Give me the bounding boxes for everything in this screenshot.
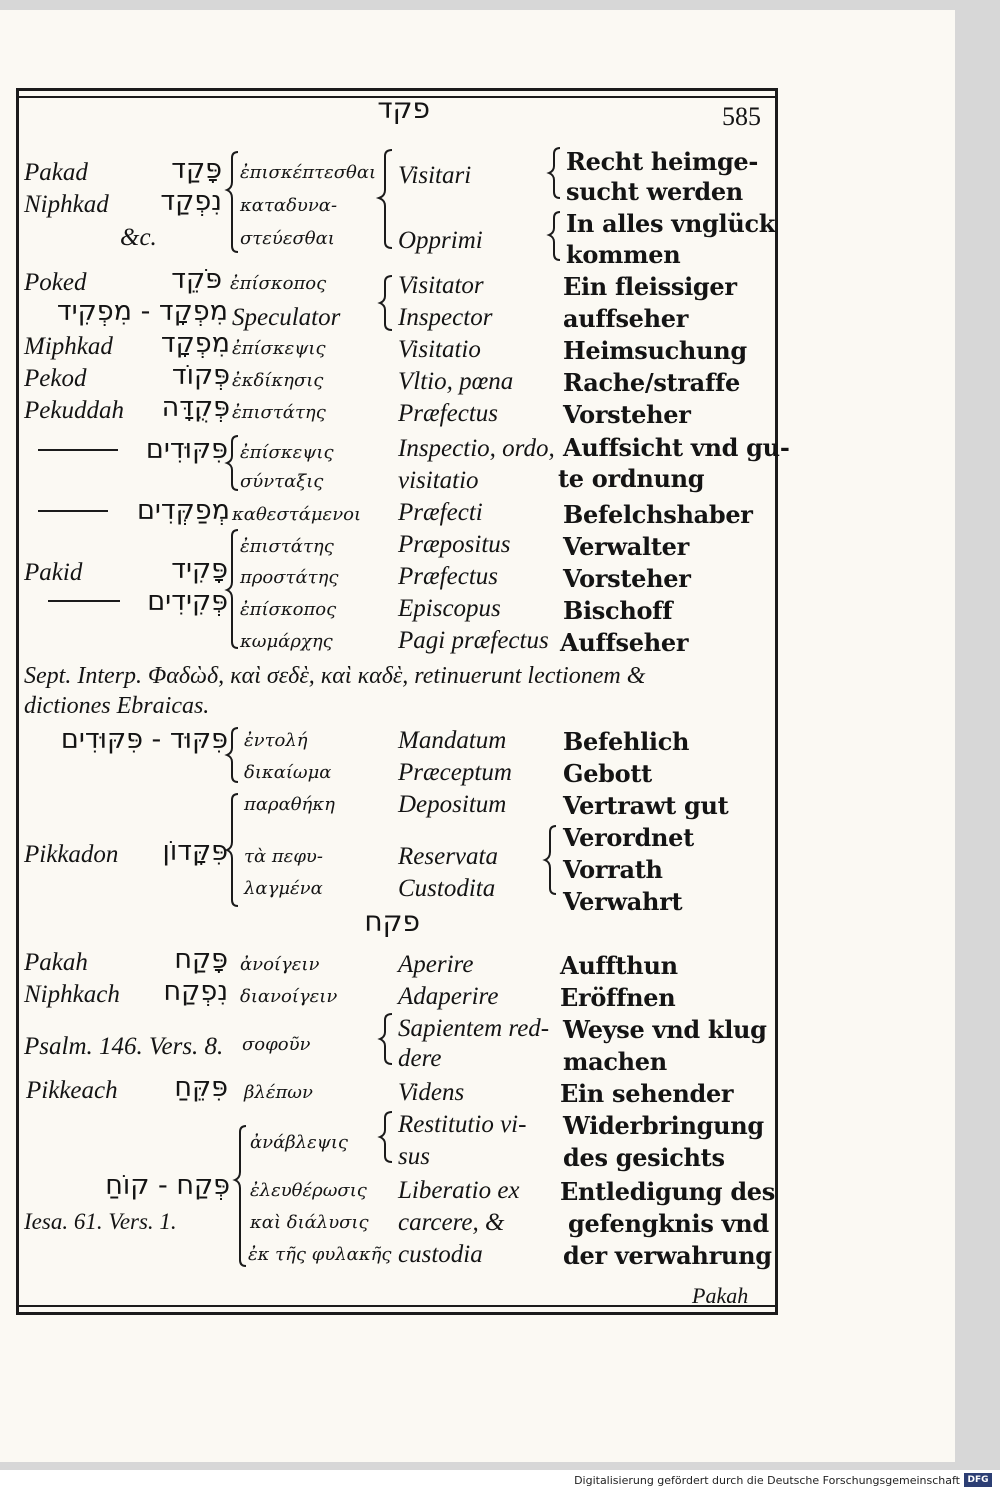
s3-row6-german: des gesichts: [563, 1143, 725, 1172]
row9-german: Vorsteher: [563, 400, 691, 429]
row8-latin: Pekod: [24, 365, 87, 392]
s2-row6-greek: λαγμένα: [244, 878, 323, 899]
row3-greek: στεύεσθαι: [240, 228, 335, 249]
sept-note-line1: Sept. Interp. Φαδὼδ, καὶ σεδὲ, καὶ καδὲ, retinuerunt lectionem &: [24, 663, 646, 689]
row10-german: Auffsicht vnd gu-: [563, 433, 790, 462]
scan-margin-bottom: [0, 1462, 1000, 1470]
footer-credit-text: Digitalisierung gefördert durch die Deutsche Forschungsgemeinschaft: [574, 1474, 960, 1487]
sept-note-line2: dictiones Ebraicas.: [24, 693, 210, 719]
s3-row5-greek: ἀνάβλεψις: [250, 1132, 348, 1153]
row9-latin: Pekuddah: [24, 397, 124, 424]
row12-hebrew: מְפַקְּדִים: [136, 495, 230, 526]
row16-german: Auffseher: [560, 628, 689, 657]
s3-row4-hebrew: פִּקֵּחַ: [174, 1072, 228, 1103]
s3-row3-german-cont: machen: [563, 1047, 667, 1076]
row14-hebrew: פָּקִיד: [171, 554, 228, 585]
row12-german: Befelchshaber: [563, 500, 753, 529]
s3-row4-latin: Pikkeach: [26, 1077, 118, 1104]
s3-row3-latin: Psalm. 146. Vers. 8.: [24, 1033, 224, 1060]
s2-row2-greek: δικαίωμα: [244, 762, 332, 783]
digitization-footer: [0, 1470, 1000, 1492]
s3-row3-german: Weyse vnd klug: [563, 1015, 767, 1044]
s3-row8-latin: Iesa. 61. Vers. 1.: [24, 1209, 177, 1234]
row1-german: Recht heimge-: [566, 147, 759, 176]
s3-row5-german: Widerbringung: [563, 1111, 764, 1140]
scan-margin-right: [955, 0, 1000, 1470]
s2-row3-greek: παραθήκη: [244, 794, 335, 815]
s2-row3-vulgate: Depositum: [398, 791, 507, 818]
row1-vulgate: Visitari: [398, 162, 472, 189]
row11-greek: σύνταξις: [240, 471, 324, 492]
row15-hebrew: פְּקִידִים: [147, 586, 228, 617]
s2-row6-vulgate: Custodita: [398, 875, 496, 902]
brace-grk-e: [227, 794, 238, 906]
s2-row2-vulgate: Præceptum: [398, 759, 512, 786]
row2-latin: Niphkad: [24, 191, 109, 218]
s3-row3-vulgate: Sapientem red-: [398, 1015, 550, 1042]
row1-greek: ἐπισκέπτεσθαι: [240, 162, 377, 183]
s3-row1-german: Auffthun: [560, 951, 678, 980]
row8-vulgate: Vltio, pœna: [398, 368, 514, 395]
s2-row5-greek: τὰ πεφυ-: [244, 846, 323, 867]
row8-german: Rache/straffe: [563, 368, 740, 397]
row12-greek: καθεστάμενοι: [232, 504, 362, 525]
s3-row5-vulgate: Restitutio vi-: [398, 1111, 527, 1138]
brace-vul-b: [380, 276, 392, 330]
s3-row2-hebrew: נִפְקַח: [163, 976, 228, 1007]
s3-row2-german: Eröffnen: [560, 983, 676, 1012]
row14-german: Vorsteher: [563, 564, 691, 593]
row7-greek: ἐπίσκεψις: [232, 338, 326, 359]
s2-row5-latin: Pikkadon: [24, 841, 119, 868]
s3-row2-greek: διανοίγειν: [240, 986, 338, 1007]
row2-german: sucht werden: [566, 177, 743, 206]
row11-vulgate: visitatio: [398, 467, 479, 494]
brace-grk-a: [227, 152, 238, 252]
s2-row1-german: Befehlich: [563, 727, 690, 756]
row1-latin: Pakad: [24, 159, 88, 186]
row8-hebrew: פְּקוֹד: [171, 360, 230, 391]
s3-row3-greek: σοφοῦν: [242, 1034, 311, 1055]
s2-row5-hebrew: פִּקָּדוֹן: [162, 836, 228, 867]
s3-row9-greek: ἐκ τῆς φυλακῆς: [248, 1244, 392, 1265]
s2-row1-hebrew: פִּקּוּד - פִּקּוּדִים: [60, 724, 228, 755]
s3-row7-vulgate: Liberatio ex: [398, 1177, 520, 1204]
s2-row6-german: Verwahrt: [563, 887, 683, 916]
s2-row4-german: Verordnet: [563, 823, 694, 852]
s2-row2-german: Gebott: [563, 759, 652, 788]
s3-row1-latin: Pakah: [24, 949, 88, 976]
row5-german: Ein fleissiger: [563, 272, 737, 301]
brace-grk-b: [227, 436, 238, 490]
page-number: 585: [722, 102, 761, 131]
s3-row2-latin: Niphkach: [24, 981, 120, 1008]
s3-row2-vulgate: Adaperire: [398, 983, 499, 1010]
row14-vulgate: Præfectus: [398, 563, 498, 590]
row5-vulgate: Visitator: [398, 272, 484, 299]
brace-grk-d: [227, 728, 238, 782]
row15-german: Bischoff: [563, 596, 673, 625]
s3-row9-german: der verwahrung: [563, 1241, 772, 1270]
row6-german: auffseher: [563, 304, 689, 333]
brace-grk-h: [235, 1126, 246, 1266]
s3-row1-hebrew: פָּקַח: [174, 944, 228, 975]
row13-greek: ἐπιστάτης: [240, 536, 334, 557]
row5-hebrew: פֹּקֵד: [171, 264, 222, 295]
row12-vulgate: Præfecti: [398, 499, 483, 526]
row6-latin: Speculator: [232, 304, 341, 331]
row3-german: In alles vnglück: [566, 209, 776, 238]
row14-greek: προστάτης: [240, 567, 339, 588]
brace-vul-a: [379, 150, 392, 248]
s3-row3-vulgate-cont: dere: [398, 1045, 442, 1072]
row6-hebrew: מִפְקָד - מִפְקִיד: [56, 296, 228, 327]
row7-vulgate: Visitatio: [398, 336, 481, 363]
s2-row5-german: Vorrath: [563, 855, 663, 884]
row3-latin: &c.: [120, 224, 157, 251]
row9-greek: ἐπιστάτης: [232, 402, 326, 423]
s2-row1-greek: ἐντολή: [244, 730, 308, 751]
s3-row1-vulgate: Aperire: [398, 951, 474, 978]
row16-greek: κωμάρχης: [240, 631, 333, 652]
brace-ger-a1: [549, 148, 560, 198]
row14-latin: Pakid: [24, 559, 83, 586]
frame-double-line-bottom: [16, 1305, 778, 1307]
s2-row3-german: Vertrawt gut: [563, 791, 729, 820]
row13-vulgate: Præpositus: [398, 531, 511, 558]
row4-german: kommen: [566, 240, 681, 269]
s3-row1-greek: ἀνοίγειν: [240, 954, 320, 975]
row6-vulgate: Inspector: [398, 304, 493, 331]
brace-grk-c: [227, 530, 238, 648]
running-head-hebrew: פקד: [377, 92, 430, 125]
row15-vulgate: Episcopus: [398, 595, 501, 622]
row11-german: te ordnung: [558, 464, 705, 493]
s3-row9-vulgate: custodia: [398, 1241, 483, 1268]
row9-hebrew: פְּקֻדָּה: [161, 392, 230, 423]
row7-latin: Miphkad: [24, 333, 113, 360]
s3-row8-german: gefengknis vnd: [568, 1209, 769, 1238]
s3-row6-vulgate: sus: [398, 1143, 430, 1170]
row8-greek: ἐκδίκησις: [232, 370, 324, 391]
brace-ger-a2: [549, 212, 560, 260]
s3-row4-vulgate: Videns: [398, 1079, 465, 1106]
row9-vulgate: Præfectus: [398, 400, 498, 427]
brace-ger-e: [545, 826, 556, 894]
s3-row8-greek: καὶ διάλυσις: [250, 1212, 369, 1233]
row7-german: Heimsuchung: [563, 336, 747, 365]
s3-row4-greek: βλέπων: [244, 1082, 313, 1103]
s3-row7-german: Entledigung des: [560, 1177, 775, 1206]
row10-greek: ἐπίσκεψις: [240, 442, 334, 463]
s3-row8-vulgate: carcere, &: [398, 1209, 505, 1236]
s3-row7-hebrew: פְּקַח - קוֹחַ: [105, 1170, 230, 1201]
row15-greek: ἐπίσκοπος: [240, 599, 337, 620]
row7-hebrew: מִפְקָד: [160, 328, 230, 359]
row3-vulgate: Opprimi: [398, 227, 483, 254]
row10-hebrew: פִּקּוּדִים: [145, 434, 228, 465]
s2-row5-vulgate: Reservata: [398, 843, 498, 870]
brace-vul-g: [380, 1112, 392, 1162]
row2-greek: καταδυνα-: [240, 195, 338, 216]
row10-vulgate: Inspectio, ordo,: [398, 435, 555, 462]
catchword: Pakah: [692, 1283, 749, 1308]
dfg-logo: DFG: [964, 1473, 992, 1487]
row5-latin: Poked: [24, 269, 87, 296]
row13-german: Verwalter: [563, 532, 689, 561]
s3-row4-german: Ein sehender: [560, 1079, 734, 1108]
row2-hebrew: נִפְקַד: [160, 186, 222, 217]
s2-row1-vulgate: Mandatum: [398, 727, 507, 754]
brace-vul-f: [380, 1014, 392, 1064]
row1-hebrew: פָּקַד: [171, 154, 222, 185]
row5-greek: ἐπίσκοπος: [230, 273, 327, 294]
row16-vulgate: Pagi præfectus: [398, 627, 549, 654]
s3-row7-greek: ἐλευθέρωσις: [250, 1180, 367, 1201]
section2-hebrew-title: פקח: [364, 905, 420, 938]
